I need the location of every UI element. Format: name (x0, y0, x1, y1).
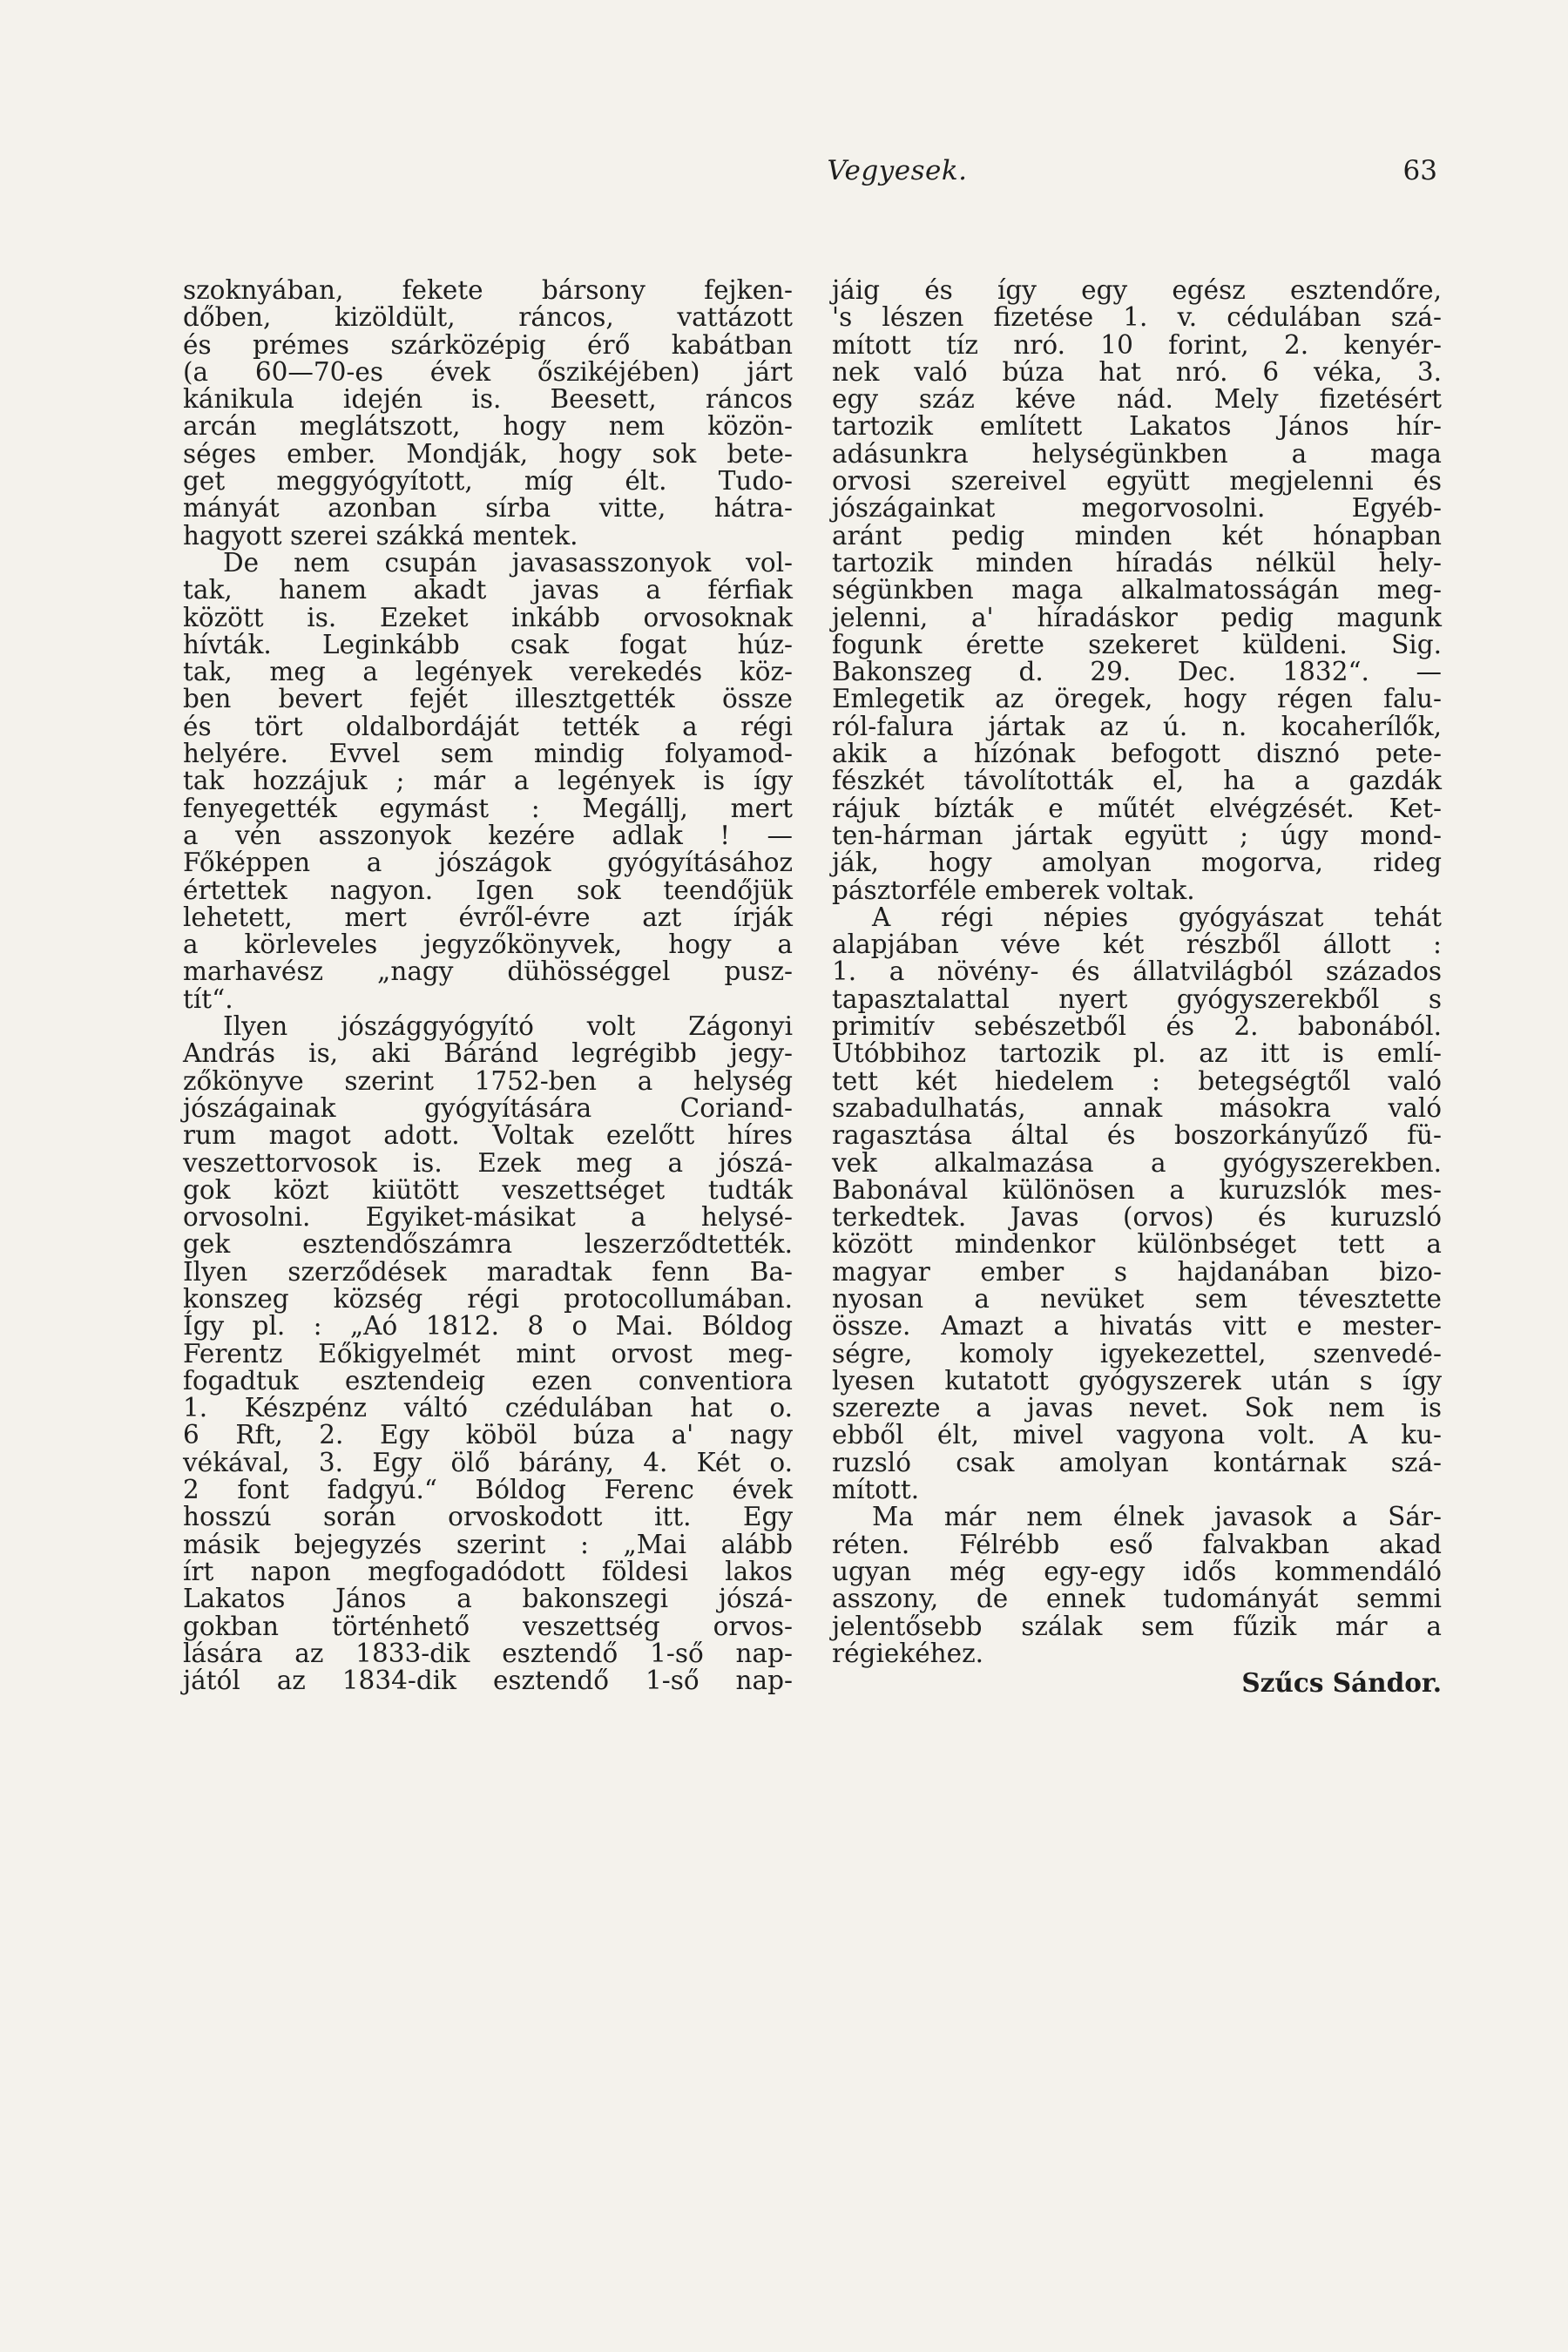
text-line: fogunk érette szekeret küldeni. Sig. (832, 629, 1442, 659)
text-line: jáig és így egy egész esztendőre, (832, 275, 1442, 305)
text-line: terkedtek. Javas (orvos) és kuruzsló (832, 1202, 1442, 1233)
text-line: marhavész „nagy dühösséggel pusz- (183, 956, 793, 987)
text-line: vek alkalmazása a gyógyszerekben. (832, 1147, 1442, 1178)
right-text-column (832, 275, 1442, 1699)
text-line: régiekéhez. (832, 1638, 984, 1668)
text-line: Utóbbihoz tartozik pl. az itt is emlí- (832, 1038, 1442, 1069)
text-line: orvosolni. Egyiket-másikat a helysé- (183, 1202, 793, 1233)
page-number: 63 (1402, 155, 1437, 186)
text-line: aránt pedig minden két hónapban (832, 520, 1442, 551)
text-line: között mindenkor különbséget tett a (832, 1229, 1442, 1260)
text-line: tít“. (183, 983, 233, 1014)
text-line: gek esztendőszámra leszerződtették. (183, 1229, 793, 1260)
text-line: ugyan még egy-egy idős kommendáló (832, 1556, 1442, 1586)
text-line: 1. a növény- és állatvilágból százados (832, 956, 1442, 987)
text-line: egy száz kéve nád. Mely fizetésért (832, 384, 1442, 415)
text-line: lására az 1833-dik esztendő 1-ső nap- (183, 1638, 793, 1668)
text-line: mított tíz nró. 10 forint, 2. kenyér- (832, 329, 1442, 360)
text-line: tartozik minden híradás nélkül hely- (832, 547, 1442, 578)
text-line: ten-hárman jártak együtt ; úgy mond- (832, 820, 1442, 850)
text-line: Bakonszeg d. 29. Dec. 1832“. — (832, 657, 1442, 687)
page-header (183, 155, 1437, 195)
text-line: gok közt kiütött veszettséget tudták (183, 1174, 793, 1205)
text-line: ségre, komoly igyekezettel, szenvedé- (832, 1338, 1442, 1369)
text-line: konszeg község régi protocollumában. (183, 1283, 793, 1314)
text-line: 's lészen fizetése 1. v. cédulában szá- (832, 302, 1442, 333)
text-line: és tört oldalbordáját tették a régi (183, 711, 793, 741)
text-line: Ma már nem élnek javasok a Sár- (872, 1502, 1442, 1532)
text-line: fészkét távolították el, ha a gazdák (832, 766, 1442, 796)
text-line: asszony, de ennek tudományát semmi (832, 1584, 1442, 1614)
text-line: szabadulhatás, annak másokra való (832, 1092, 1442, 1123)
text-line: vékával, 3. Egy ölő bárány, 4. Két o. (183, 1447, 793, 1477)
text-line: nek való búza hat nró. 6 véka, 3. (832, 356, 1442, 387)
text-line: tak, hanem akadt javas a férfiak (183, 575, 793, 605)
text-line: között is. Ezeket inkább orvosoknak (183, 602, 793, 632)
text-line: lehetett, mert évről-évre azt írják (183, 902, 793, 932)
text-line: séges ember. Mondják, hogy sok bete- (183, 438, 793, 469)
text-line: a körleveles jegyzőkönyvek, hogy a (183, 929, 793, 960)
text-line: kánikula idején is. Beesett, ráncos (183, 384, 793, 415)
text-line: hagyott szerei szákká mentek. (183, 520, 578, 551)
text-line: rum magot adott. Voltak ezelőtt híres (183, 1120, 793, 1151)
text-line: réten. Félrébb eső falvakban akad (832, 1529, 1442, 1559)
text-line: Babonával különösen a kuruzslók mes- (832, 1174, 1442, 1205)
text-line: nyosan a nevüket sem tévesztette (832, 1283, 1442, 1314)
text-line: értettek nagyon. Igen sok teendőjük (183, 875, 793, 905)
text-line: arcán meglátszott, hogy nem közön- (183, 411, 793, 442)
text-line: gokban történhető veszettség orvos- (183, 1611, 793, 1641)
text-line: akik a hízónak befogott disznó pete- (832, 739, 1442, 769)
text-line: ról-falura jártak az ú. n. kocaherílők, (832, 711, 1442, 741)
text-line: get meggyógyított, míg élt. Tudo- (183, 466, 793, 497)
text-line: A régi népies gyógyászat tehát (872, 902, 1442, 932)
text-line: alapjában véve két részből állott : (832, 929, 1442, 960)
text-line: ségünkben maga alkalmatosságán meg- (832, 575, 1442, 605)
text-line: 2 font fadgyú.“ Bóldog Ferenc évek (183, 1475, 793, 1505)
text-line: ebből élt, mivel vagyona volt. A ku- (832, 1420, 1442, 1450)
text-line: tartozik említett Lakatos János hír- (832, 411, 1442, 442)
text-line: jószágainkat megorvosolni. Egyéb- (832, 493, 1442, 524)
text-line: ják, hogy amolyan mogorva, rideg (832, 848, 1442, 878)
text-line: fogadtuk esztendeig ezen conventiora (183, 1365, 793, 1396)
text-line: tett két hiedelem : betegségtől való (832, 1065, 1442, 1096)
text-line: András is, aki Báránd legrégibb jegy- (183, 1038, 793, 1069)
text-line: Ilyen jószággyógyító volt Zágonyi (223, 1011, 793, 1042)
text-line: Emlegetik az öregek, hogy régen falu- (832, 684, 1442, 714)
text-line: hívták. Leginkább csak fogat húz- (183, 629, 793, 659)
text-line: fenyegették egymást : Megállj, mert (183, 793, 793, 823)
text-line: jelenni, a' híradáskor pedig magunk (832, 602, 1442, 632)
text-line: 1. Készpénz váltó czédulában hat o. (183, 1393, 793, 1423)
text-line: veszettorvosok is. Ezek meg a jószá- (183, 1147, 793, 1178)
text-line: lyesen kutatott gyógyszerek után s így (832, 1365, 1442, 1396)
text-line: Ilyen szerződések maradtak fenn Ba- (183, 1256, 793, 1287)
text-line: magyar ember s hajdanában bizo- (832, 1256, 1442, 1287)
text-line: szerezte a javas nevet. Sok nem is (832, 1393, 1442, 1423)
text-line: Ferentz Eőkigyelmét mint orvost meg- (183, 1338, 793, 1369)
text-line: zőkönyve szerint 1752-ben a helység (183, 1065, 793, 1096)
text-line: össze. Amazt a hivatás vitt e mester- (832, 1311, 1442, 1342)
text-line: 6 Rft, 2. Egy köböl búza a' nagy (183, 1420, 793, 1450)
text-line: adásunkra helységünkben a maga (832, 438, 1442, 469)
text-line: helyére. Evvel sem mindig folyamod- (183, 739, 793, 769)
text-line: jától az 1834-dik esztendő 1-ső nap- (183, 1666, 793, 1696)
text-line: ruzsló csak amolyan kontárnak szá- (832, 1447, 1442, 1477)
text-line: jószágainak gyógyítására Coriand- (183, 1092, 793, 1123)
text-line: jelentősebb szálak sem fűzik már a (832, 1611, 1442, 1641)
text-line: hosszú során orvoskodott itt. Egy (183, 1502, 793, 1532)
text-line: másik bejegyzés szerint : „Mai alább (183, 1529, 793, 1559)
text-line: mányát azonban sírba vitte, hátra- (183, 493, 793, 524)
running-title: Vegyesek. (827, 155, 968, 186)
text-line: pásztorféle emberek voltak. (832, 875, 1195, 905)
text-line: Főképpen a jószágok gyógyításához (183, 848, 793, 878)
text-line: Lakatos János a bakonszegi jószá- (183, 1584, 793, 1614)
text-line: primitív sebészetből és 2. babonából. (832, 1011, 1442, 1042)
text-line: ben bevert fejét illesztgették össze (183, 684, 793, 714)
text-line: mított. (832, 1475, 920, 1505)
text-line: a vén asszonyok kezére adlak ! — (183, 820, 793, 850)
text-line: és prémes szárközépig érő kabátban (183, 329, 793, 360)
text-line: De nem csupán javasasszonyok vol- (223, 547, 793, 578)
author-signature: Szűcs Sándor. (1241, 1667, 1442, 1699)
text-line: ragasztása által és boszorkányűző fü- (832, 1120, 1442, 1151)
text-line: orvosi szereivel együtt megjelenni és (832, 466, 1442, 497)
left-text-column (183, 277, 793, 1694)
text-line: (a 60—70-es évek őszikéjében) járt (183, 356, 793, 387)
text-line: Így pl. : „Aó 1812. 8 o Mai. Bóldog (183, 1311, 793, 1342)
text-line: rájuk bízták e műtét elvégzését. Ket- (832, 793, 1442, 823)
text-line: tak hozzájuk ; már a legények is így (183, 766, 793, 796)
text-line: tak, meg a legények verekedés köz- (183, 657, 793, 687)
text-line: dőben, kizöldült, ráncos, vattázott (183, 302, 793, 333)
text-line: írt napon megfogadódott földesi lakos (183, 1556, 793, 1586)
text-line: szoknyában, fekete bársony fejken- (183, 275, 793, 305)
text-line: tapasztalattal nyert gyógyszerekből s (832, 983, 1442, 1014)
